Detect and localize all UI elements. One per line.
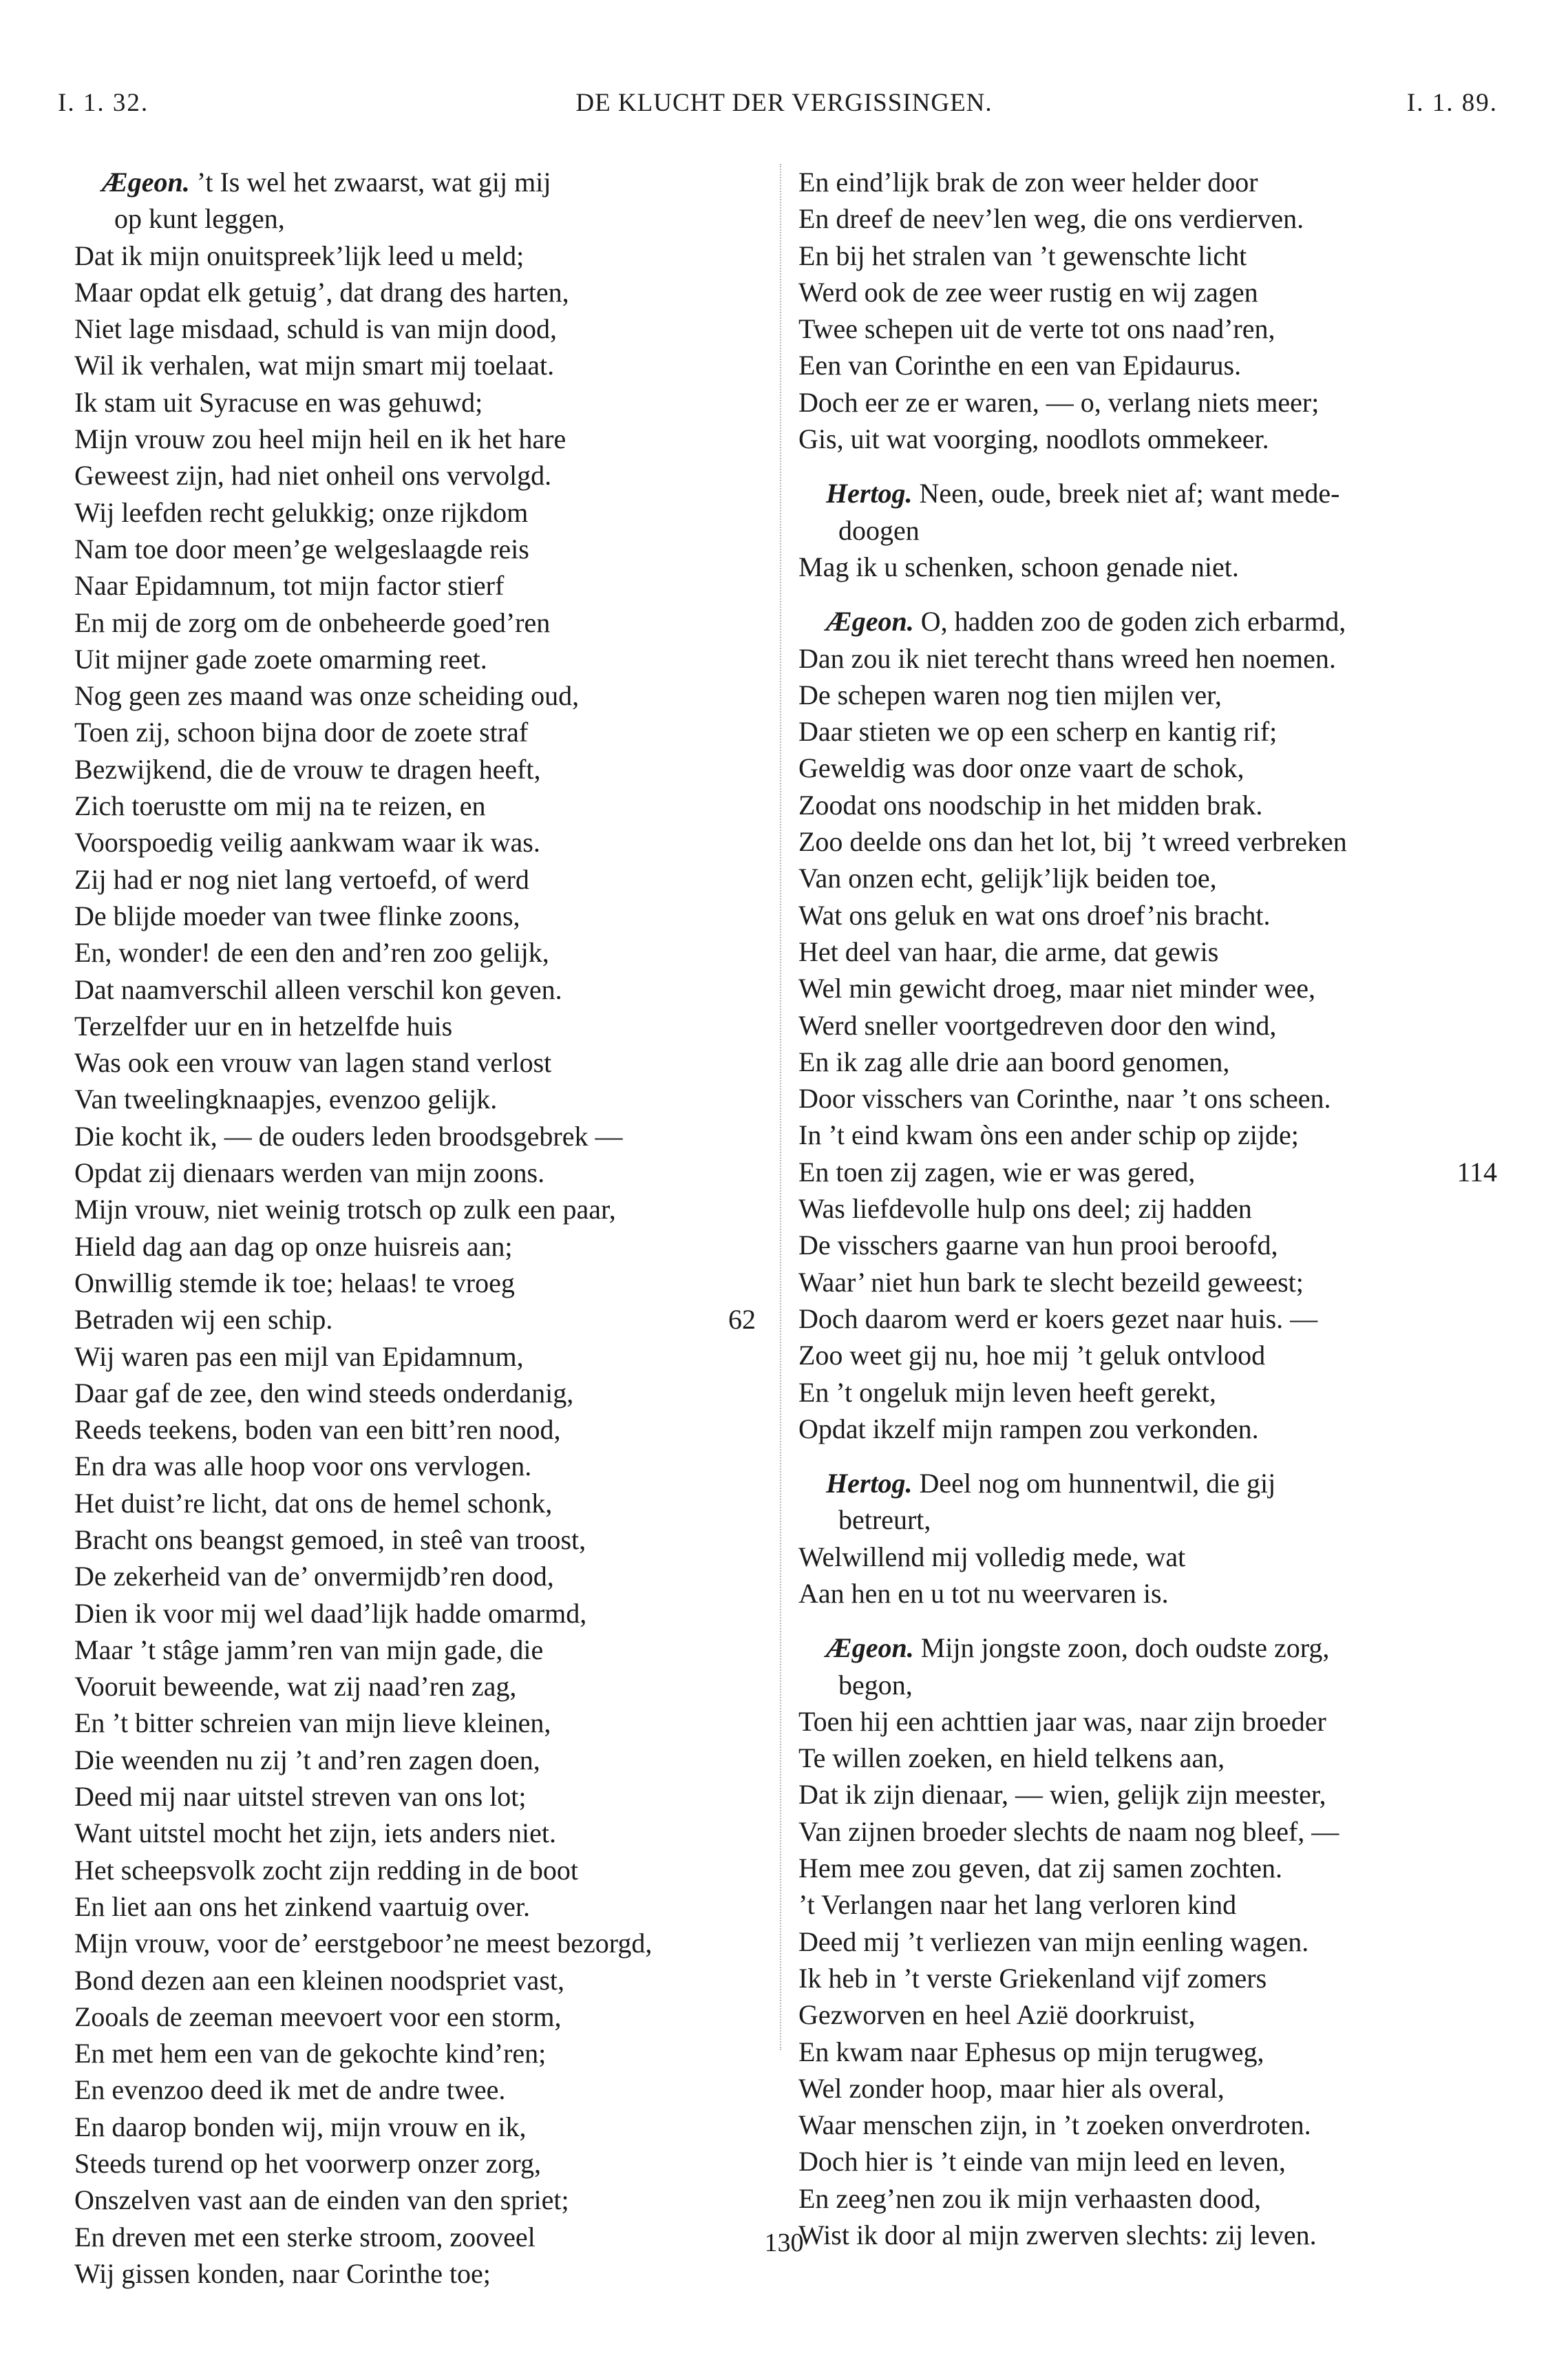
verse-line — [798, 1923, 1497, 1960]
running-header — [0, 88, 1568, 129]
verse-line — [74, 1154, 756, 1191]
verse-text: En kwam naar Ephesus op mijn terugweg, — [798, 2036, 1264, 2067]
verse-line — [74, 2182, 756, 2218]
verse-line — [74, 934, 756, 971]
verse-line — [798, 2180, 1497, 2217]
verse-text: Doch daarom werd er koers gezet naar huis. — — [798, 1302, 1318, 1334]
verse-line — [74, 1411, 756, 1448]
verse-line — [798, 1501, 1497, 1538]
speaker-name: Ægeon. — [826, 1632, 914, 1664]
verse-text: Bond dezen aan een kleinen noodspriet vast, — [74, 1964, 564, 1996]
verse-text: Onwillig stemde ik toe; helaas! te vroeg — [74, 1267, 515, 1298]
verse-line — [74, 861, 756, 898]
verse-text: En liet aan ons het zinkend vaartuig over. — [74, 1890, 531, 1922]
verse-line — [74, 1448, 756, 1484]
verse-text: En met hem een van de gekochte kind’ren; — [74, 2038, 547, 2069]
header-line-ref-start: I. 1. 32. — [58, 89, 149, 117]
verse-text: En dra was alle hoop voor ons vervlogen. — [74, 1451, 532, 1482]
verse-line — [798, 1996, 1497, 2033]
verse-line — [798, 787, 1497, 823]
verse-text: En, wonder! de een den and’ren zoo gelijk, — [74, 937, 549, 969]
verse-line — [74, 1301, 756, 1338]
verse-text: Wist ik door al mijn zwerven slechts: zij leven. — [798, 2219, 1317, 2251]
verse-text: En dreven met een sterke stroom, zooveel — [74, 2221, 536, 2253]
verse-line — [798, 1264, 1497, 1300]
verse-line — [798, 677, 1497, 713]
verse-line — [74, 1998, 756, 2035]
verse-text: Wel zonder hoop, maar hier als overal, — [798, 2072, 1225, 2104]
verse-text: Daar gaf de zee, den wind steeds onderdanig, — [74, 1377, 574, 1409]
verse-line — [74, 567, 756, 604]
verse-text: Vooruit beweende, wat zij naad’ren zag, — [74, 1671, 517, 1702]
verse-text: Dat naamverschil alleen verschil kon geven. — [74, 973, 562, 1005]
verse-line — [74, 2071, 756, 2108]
verse-line — [798, 750, 1497, 786]
verse-text: Uit mijner gade zoete omarming reet. — [74, 643, 487, 675]
header-title: DE KLUCHT DER VERGISSINGEN. — [575, 89, 993, 117]
verse-text: Was ook een vrouw van lagen stand verlost — [74, 1047, 552, 1079]
verse-text: De blijde moeder van twee flinke zoons, — [74, 900, 520, 931]
verse-line — [798, 274, 1497, 310]
verse-text: Gezworven en heel Azië doorkruist, — [798, 1999, 1196, 2031]
verse-text: Nog geen zes maand was onze scheiding oud, — [74, 680, 580, 712]
verse-text: Neen, oude, breek niet af; want mede- — [912, 478, 1340, 509]
verse-text: Werd sneller voortgedreven door den wind, — [798, 1009, 1277, 1041]
verse-line — [798, 1813, 1497, 1850]
verse-text: Geweest zijn, had niet onheil ons vervolgd. — [74, 460, 552, 492]
verse-text: betreurt, — [838, 1504, 931, 1536]
verse-line — [798, 1850, 1497, 1886]
verse-text: Te willen zoeken, en hield telkens aan, — [798, 1742, 1225, 1774]
verse-line — [74, 494, 756, 531]
verse-text: Zooals de zeeman meevoert voor een storm, — [74, 2001, 562, 2032]
verse-text: Nam toe door meen’ge welgeslaagde reis — [74, 533, 529, 565]
verse-text: Doch hier is ’t einde van mijn leed en leven, — [798, 2146, 1286, 2177]
verse-line — [798, 1960, 1497, 1996]
verse-text: Zoo deelde ons dan het lot, bij ’t wreed verbreken — [798, 826, 1347, 858]
speech-line-with-speaker — [74, 164, 756, 200]
verse-text: Niet lage misdaad, schuld is van mijn dood, — [74, 313, 557, 345]
verse-text: Geweldig was door onze vaart de schok, — [798, 752, 1244, 784]
verse-line — [798, 310, 1497, 347]
verse-line — [798, 164, 1497, 200]
verse-text: Van tweelingknaapjes, evenzoo gelijk. — [74, 1084, 498, 1115]
verse-text: Deed mij ’t verliezen van mijn eenling wagen. — [798, 1926, 1309, 1957]
verse-text: Door visschers van Corinthe, naar ’t ons scheen. — [798, 1083, 1331, 1115]
verse-line — [798, 347, 1497, 383]
verse-line — [74, 1081, 756, 1117]
verse-line — [74, 1815, 756, 1851]
verse-text: En mij de zorg om de onbeheerde goed’ren — [74, 607, 551, 638]
verse-text: Naar Epidamnum, tot mijn factor stierf — [74, 570, 505, 602]
verse-text: Waar menschen zijn, in ’t zoeken onverdroten. — [798, 2109, 1311, 2141]
verse-line — [798, 1154, 1497, 1190]
verse-text: Deel nog om hunnentwil, die gij — [912, 1468, 1276, 1499]
verse-text: Wil ik verhalen, wat mijn smart mij toelaat. — [74, 350, 555, 381]
verse-line — [798, 1886, 1497, 1923]
verse-text: Van zijnen broeder slechts de naam nog bleef, — — [798, 1815, 1339, 1847]
verse-text: Gis, uit wat voorging, noodlots ommekeer. — [798, 423, 1269, 455]
verse-text: Het deel van haar, die arme, dat gewis — [798, 936, 1219, 967]
verse-line — [798, 238, 1497, 274]
verse-text: Mijn vrouw, voor de’ eerstgeboor’ne meest bezorgd, — [74, 1928, 653, 1959]
verse-line — [798, 1300, 1497, 1337]
verse-text: Was liefdevolle hulp ons deel; zij hadden — [798, 1193, 1252, 1225]
verse-text: Mag ik u schenken, schoon genade niet. — [798, 551, 1239, 582]
verse-line — [74, 1191, 756, 1227]
verse-text: Betraden wij een schip. — [74, 1304, 333, 1336]
verse-text: Hield dag aan dag op onze huisreis aan; — [74, 1230, 513, 1262]
verse-line — [798, 1117, 1497, 1153]
verse-text: En daarop bonden wij, mijn vrouw en ik, — [74, 2111, 527, 2142]
speech-line-with-speaker — [798, 603, 1497, 640]
verse-text: En dreef de neev’len weg, die ons verdierven. — [798, 203, 1304, 235]
verse-line — [798, 2107, 1497, 2143]
verse-text: Bracht ons beangst gemoed, in steê van troost, — [74, 1523, 586, 1555]
verse-text: Het duist’re licht, dat ons de hemel schonk, — [74, 1487, 553, 1519]
verse-text: Hem mee zou geven, dat zij samen zochten. — [798, 1853, 1283, 1884]
verse-line — [798, 1080, 1497, 1117]
verse-text: Die weenden nu zij ’t and’ren zagen doen, — [74, 1744, 540, 1775]
verse-line — [798, 2070, 1497, 2107]
verse-line — [74, 457, 756, 494]
verse-text: Ik heb in ’t verste Griekenland vijf zomers — [798, 1962, 1267, 1994]
verse-text: Dat ik mijn onuitspreek’lijk leed u meld; — [74, 240, 525, 271]
verse-text: En ’t ongeluk mijn leven heeft gerekt, — [798, 1376, 1216, 1408]
verse-line — [798, 200, 1497, 237]
verse-text: Dat ik zijn dienaar, — wien, gelijk zijn meester, — [798, 1779, 1326, 1811]
verse-text: De schepen waren nog tien mijlen ver, — [798, 679, 1222, 710]
verse-text: Deed mij naar uitstel streven van ons lot; — [74, 1781, 527, 1813]
verse-line — [798, 897, 1497, 934]
verse-line — [798, 1703, 1497, 1740]
verse-line — [74, 1632, 756, 1668]
verse-text: Want uitstel mocht het zijn, iets anders niet. — [74, 1817, 556, 1849]
speaker-name: Ægeon. — [826, 606, 914, 637]
speech-line-with-speaker — [798, 1465, 1497, 1501]
column-divider — [780, 164, 782, 2050]
verse-line — [798, 2143, 1497, 2180]
verse-line — [74, 274, 756, 310]
verse-line — [798, 2034, 1497, 2070]
verse-text: En eind’lijk brak de zon weer helder door — [798, 167, 1258, 198]
verse-text: Het scheepsvolk zocht zijn redding in de boot — [74, 1854, 579, 1886]
speech-gap — [798, 457, 1497, 475]
verse-line — [74, 531, 756, 567]
verse-line — [74, 384, 756, 421]
verse-line — [798, 1776, 1497, 1813]
verse-line — [74, 604, 756, 641]
speaker-name: Ægeon. — [102, 167, 190, 198]
verse-line — [74, 677, 756, 714]
verse-line — [74, 2255, 756, 2292]
verse-line — [798, 1740, 1497, 1776]
verse-text: Werd ook de zee weer rustig en wij zagen — [798, 276, 1258, 308]
verse-text: En ’t bitter schreien van mijn lieve kleinen, — [74, 1707, 551, 1739]
line-number: 62 — [728, 1304, 756, 1336]
verse-line — [74, 788, 756, 824]
verse-text: Wij gissen konden, naar Corinthe toe; — [74, 2257, 491, 2289]
verse-line — [74, 751, 756, 788]
verse-line — [74, 1375, 756, 1411]
verse-text: Voorspoedig veilig aankwam waar ik was. — [74, 827, 540, 858]
verse-text: Maar opdat elk getuig’, dat drang des harten, — [74, 276, 569, 308]
verse-text: op kunt leggen, — [114, 203, 285, 235]
verse-text: Bezwijkend, die de vrouw te dragen heeft, — [74, 753, 541, 785]
verse-text: Doch eer ze er waren, — o, verlang niets meer; — [798, 386, 1320, 418]
verse-line — [74, 1742, 756, 1778]
verse-line — [798, 713, 1497, 750]
verse-line — [798, 1667, 1497, 1703]
verse-line — [798, 384, 1497, 421]
verse-text: Wij waren pas een mijl van Epidamnum, — [74, 1340, 524, 1372]
verse-text: ’t Is wel het zwaarst, wat gij mij — [189, 167, 551, 198]
verse-line — [74, 1118, 756, 1154]
verse-text: Zich toerustte om mij na te reizen, en — [74, 790, 486, 822]
speaker-name: Hertog. — [826, 1468, 913, 1499]
verse-line — [74, 238, 756, 274]
verse-text: Terzelfder uur en in hetzelfde huis — [74, 1010, 453, 1042]
verse-text: En evenzoo deed ik met de andre twee. — [74, 2074, 506, 2106]
speech-line-with-speaker — [798, 475, 1497, 511]
verse-text: doogen — [838, 514, 920, 546]
verse-line — [74, 898, 756, 934]
verse-text: Ik stam uit Syracuse en was gehuwd; — [74, 386, 483, 418]
verse-line — [74, 2145, 756, 2182]
verse-text: Wat ons geluk en wat ons droef’nis bracht. — [798, 899, 1271, 931]
verse-line — [74, 1705, 756, 1741]
verse-line — [74, 1595, 756, 1632]
verse-line — [74, 971, 756, 1008]
speech-gap — [798, 1447, 1497, 1465]
verse-line — [798, 1539, 1497, 1575]
verse-text: En zeeg’nen zou ik mijn verhaasten dood, — [798, 2182, 1261, 2214]
verse-line — [798, 1575, 1497, 1612]
verse-line — [74, 1888, 756, 1925]
verse-text: Opdat ikzelf mijn rampen zou verkonden. — [798, 1413, 1259, 1444]
verse-text: Mijn vrouw, niet weinig trotsch op zulk een paar, — [74, 1194, 616, 1225]
verse-line — [74, 1338, 756, 1375]
verse-text: ’t Verlangen naar het lang verloren kind — [798, 1889, 1237, 1921]
verse-text: Dien ik voor mij wel daad’lijk hadde omarmd, — [74, 1597, 587, 1629]
verse-line — [798, 934, 1497, 970]
verse-line — [74, 1668, 756, 1705]
verse-line — [74, 1852, 756, 1888]
verse-line — [798, 549, 1497, 585]
verse-text: Toen zij, schoon bijna door de zoete straf — [74, 717, 529, 748]
verse-text: En ik zag alle drie aan boord genomen, — [798, 1046, 1230, 1077]
verse-line — [74, 714, 756, 750]
verse-line — [74, 1008, 756, 1044]
verse-line — [798, 1374, 1497, 1411]
verse-line — [74, 347, 756, 383]
verse-line — [798, 1044, 1497, 1080]
verse-text: Die kocht ik, — de ouders leden broodsgebrek — — [74, 1120, 623, 1152]
verse-line — [74, 2035, 756, 2071]
verse-line — [74, 1558, 756, 1594]
verse-text: Toen hij een achttien jaar was, naar zijn broeder — [798, 1705, 1326, 1737]
verse-line — [74, 641, 756, 677]
speech-gap — [798, 1612, 1497, 1630]
verse-text: Zoo weet gij nu, hoe mij ’t geluk ontvlood — [798, 1340, 1266, 1371]
verse-text: Aan hen en u tot nu weervaren is. — [798, 1577, 1169, 1609]
verse-text: Wel min gewicht droeg, maar niet minder wee, — [798, 973, 1315, 1004]
verse-text: Twee schepen uit de verte tot ons naad’ren, — [798, 313, 1275, 345]
verse-text: En bij het stralen van ’t gewenschte licht — [798, 240, 1247, 271]
verse-line — [74, 1265, 756, 1301]
speech-line-with-speaker — [798, 1630, 1497, 1666]
verse-line — [74, 1778, 756, 1815]
verse-text: Reeds teekens, boden van een bitt’ren nood, — [74, 1414, 561, 1446]
verse-text: Van onzen echt, gelijk’lijk beiden toe, — [798, 863, 1217, 894]
speaker-name: Hertog. — [826, 478, 913, 509]
verse-line — [74, 1044, 756, 1081]
verse-line — [798, 860, 1497, 896]
verse-text: De visschers gaarne van hun prooi beroofd, — [798, 1230, 1278, 1261]
verse-line — [74, 1228, 756, 1265]
verse-text: Een van Corinthe en een van Epidaurus. — [798, 350, 1242, 381]
verse-text: Onszelven vast aan de einden van den spriet; — [74, 2184, 569, 2216]
verse-text: Dan zou ik niet terecht thans wreed hen noemen. — [798, 642, 1336, 674]
verse-text: Daar stieten we op een scherp en kantig rif; — [798, 716, 1278, 748]
verse-line — [74, 2109, 756, 2145]
verse-text: O, hadden zoo de goden zich erbarmd, — [913, 606, 1346, 637]
verse-line — [798, 823, 1497, 860]
verse-text: De zekerheid van de’ onvermijdb’ren dood, — [74, 1561, 554, 1592]
left-text-column — [74, 164, 756, 2292]
verse-line — [74, 1925, 756, 1961]
verse-text: Steeds turend op het voorwerp onzer zorg, — [74, 2148, 541, 2180]
header-line-ref-end: I. 1. 89. — [1406, 89, 1498, 117]
speech-gap — [798, 585, 1497, 603]
verse-text: Zoodat ons noodschip in het midden brak. — [798, 789, 1263, 821]
verse-line — [74, 200, 756, 237]
verse-line — [798, 970, 1497, 1006]
verse-line — [798, 1190, 1497, 1227]
verse-line — [74, 824, 756, 861]
verse-text: Wij leefden recht gelukkig; onze rijkdom — [74, 496, 529, 528]
right-text-column — [798, 164, 1497, 2253]
verse-line — [74, 1485, 756, 1521]
verse-line — [798, 1227, 1497, 1263]
verse-line — [74, 1962, 756, 1998]
verse-line — [798, 640, 1497, 677]
verse-line — [74, 310, 756, 347]
verse-text: En toen zij zagen, wie er was gered, — [798, 1156, 1196, 1188]
verse-text: Opdat zij dienaars werden van mijn zoons. — [74, 1157, 545, 1189]
verse-line — [798, 512, 1497, 549]
verse-text: begon, — [838, 1669, 913, 1700]
verse-text: Welwillend mij volledig mede, wat — [798, 1541, 1186, 1572]
verse-line — [798, 1337, 1497, 1373]
verse-text: In ’t eind kwam òns een ander schip op zijde; — [798, 1119, 1299, 1151]
verse-line — [798, 421, 1497, 457]
verse-line — [74, 421, 756, 457]
page-number: 130 — [764, 2228, 804, 2257]
verse-text: Mijn jongste zoon, doch oudste zorg, — [913, 1632, 1330, 1664]
verse-line — [798, 1007, 1497, 1044]
verse-text: Maar ’t stâge jamm’ren van mijn gade, die — [74, 1634, 544, 1665]
verse-text: Mijn vrouw zou heel mijn heil en ik het hare — [74, 423, 566, 455]
verse-text: Zij had er nog niet lang vertoefd, of werd — [74, 863, 529, 895]
verse-text: Waar’ niet hun bark te slecht bezeild geweest; — [798, 1266, 1304, 1298]
verse-line — [798, 1411, 1497, 1447]
verse-line — [74, 1521, 756, 1558]
line-number: 114 — [1456, 1156, 1497, 1188]
